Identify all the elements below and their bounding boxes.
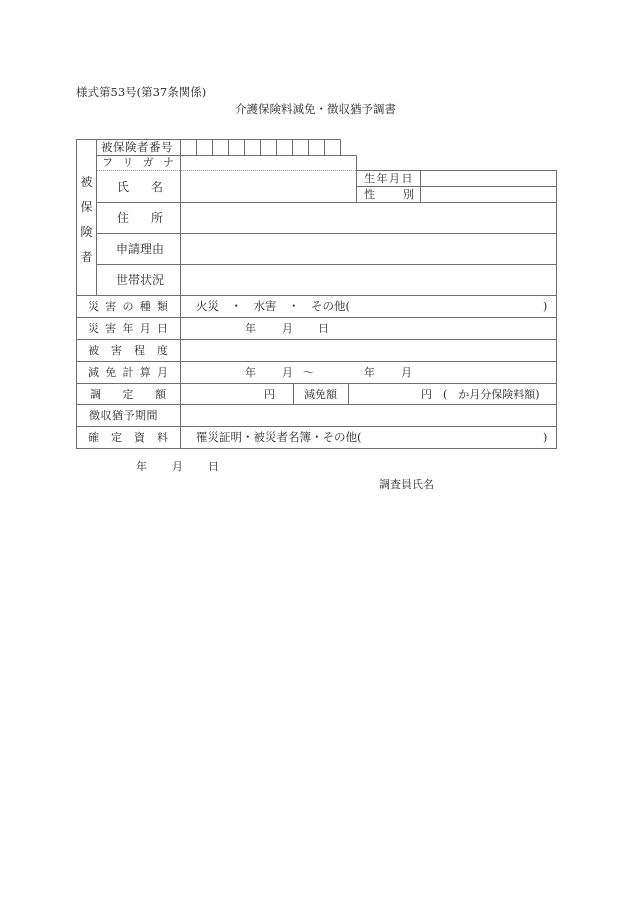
insured-number-label: 被保険者番号 [101,140,173,154]
reduction-year2-label: 年 [364,366,375,379]
label-char: 減 [88,366,99,379]
reduction-yen-label: 円 [421,388,432,401]
label-char: 害 [111,344,122,357]
label-char: 被 [88,344,99,357]
reason-label: 申請理由 [116,242,165,256]
label-char: 日 [157,322,168,335]
disaster-day-label: 日 [318,322,329,335]
label-char: 害 [105,322,117,335]
label-char: 別 [403,188,414,201]
address-label [117,212,163,224]
assessed-yen-label: 円 [264,388,275,401]
disaster-year-label: 年 [245,322,256,335]
label-char: 害 [105,300,117,313]
group-char: 者 [80,250,93,264]
label-char: 性 [364,188,375,201]
label-char: 類 [157,300,168,313]
verification-docs-options[interactable]: 罹災証明・被災者名簿・その他( [196,430,362,444]
gender-label [364,189,414,200]
household-label: 世帯状況 [116,273,165,287]
reduction-months-label [88,367,168,378]
birthdate-label: 生年月日 [364,172,414,185]
label-char: 定 [111,431,122,444]
label-char: の [122,300,134,313]
damage-degree-input[interactable] [181,340,556,361]
label-char: リ [122,156,134,169]
label-char: 住 [117,211,130,225]
label-char: 確 [88,431,99,444]
label-char: フ [102,156,113,169]
label-char: 計 [122,366,134,379]
verification-docs-label [88,432,168,443]
reduction-tilde: ～ [303,366,314,379]
reduction-month2-label: 月 [401,366,412,379]
label-char: 災 [88,322,99,335]
label-char: 種 [139,300,151,313]
investigator-name-label: 調査員氏名 [379,478,434,491]
disaster-type-options[interactable]: 火災 ・ 水害 ・ その他( [196,299,350,313]
assessed-amount-input[interactable] [181,384,293,404]
label-char: 度 [157,344,168,357]
reduction-amount-label: 減免額 [304,388,337,401]
furigana-label [102,157,174,168]
label-char: 名 [150,180,163,194]
label-char: 災 [88,300,99,313]
label-char: 定 [122,388,134,401]
household-input[interactable] [181,265,556,295]
label-char: 月 [157,366,168,379]
label-char: 程 [134,344,145,357]
form-number: 様式第53号(第37条関係) [76,85,207,99]
group-char: 保 [80,200,93,214]
name-input[interactable] [181,171,356,202]
gender-input[interactable] [421,187,556,202]
label-char: 額 [155,388,166,401]
reduction-year1-label: 年 [245,366,256,379]
label-char: 年 [122,322,134,335]
address-input[interactable] [181,203,556,233]
disaster-type-label [88,301,168,312]
reduction-month1-label: 月 [282,366,293,379]
damage-degree-label [88,345,168,356]
disaster-date-label [88,323,168,334]
label-char: 調 [90,388,101,401]
birthdate-input[interactable] [421,171,556,186]
document-title: 介護保険料減免・徴収猶予調書 [235,102,396,116]
months-note: ( か月分保険料額) [443,388,540,401]
reason-input[interactable] [181,234,556,264]
furigana-input[interactable] [181,156,356,169]
footer-day-label: 日 [208,460,219,473]
label-char: 免 [105,366,117,379]
group-char: 被 [80,175,93,189]
assessed-amount-label [90,389,166,400]
name-label [117,181,163,193]
disaster-date-input[interactable] [181,318,556,339]
footer-year-label: 年 [136,460,147,473]
label-char: 所 [150,211,163,225]
label-char: 算 [139,366,151,379]
disaster-type-close: ) [543,300,548,313]
label-char: ナ [162,156,174,169]
label-char: 資 [134,431,145,444]
label-char: 氏 [117,180,130,194]
deferral-period-input[interactable] [181,405,556,426]
label-char: 料 [157,431,168,444]
disaster-month-label: 月 [282,322,293,335]
verification-docs-close: ) [543,431,548,444]
insured-group-label [78,176,95,263]
insured-number-input[interactable] [181,140,340,155]
label-char: ガ [142,156,154,169]
footer-month-label: 月 [172,460,183,473]
deferral-period-label: 徴収猶予期間 [89,409,158,422]
group-char: 険 [80,225,93,239]
label-char: 月 [139,322,151,335]
